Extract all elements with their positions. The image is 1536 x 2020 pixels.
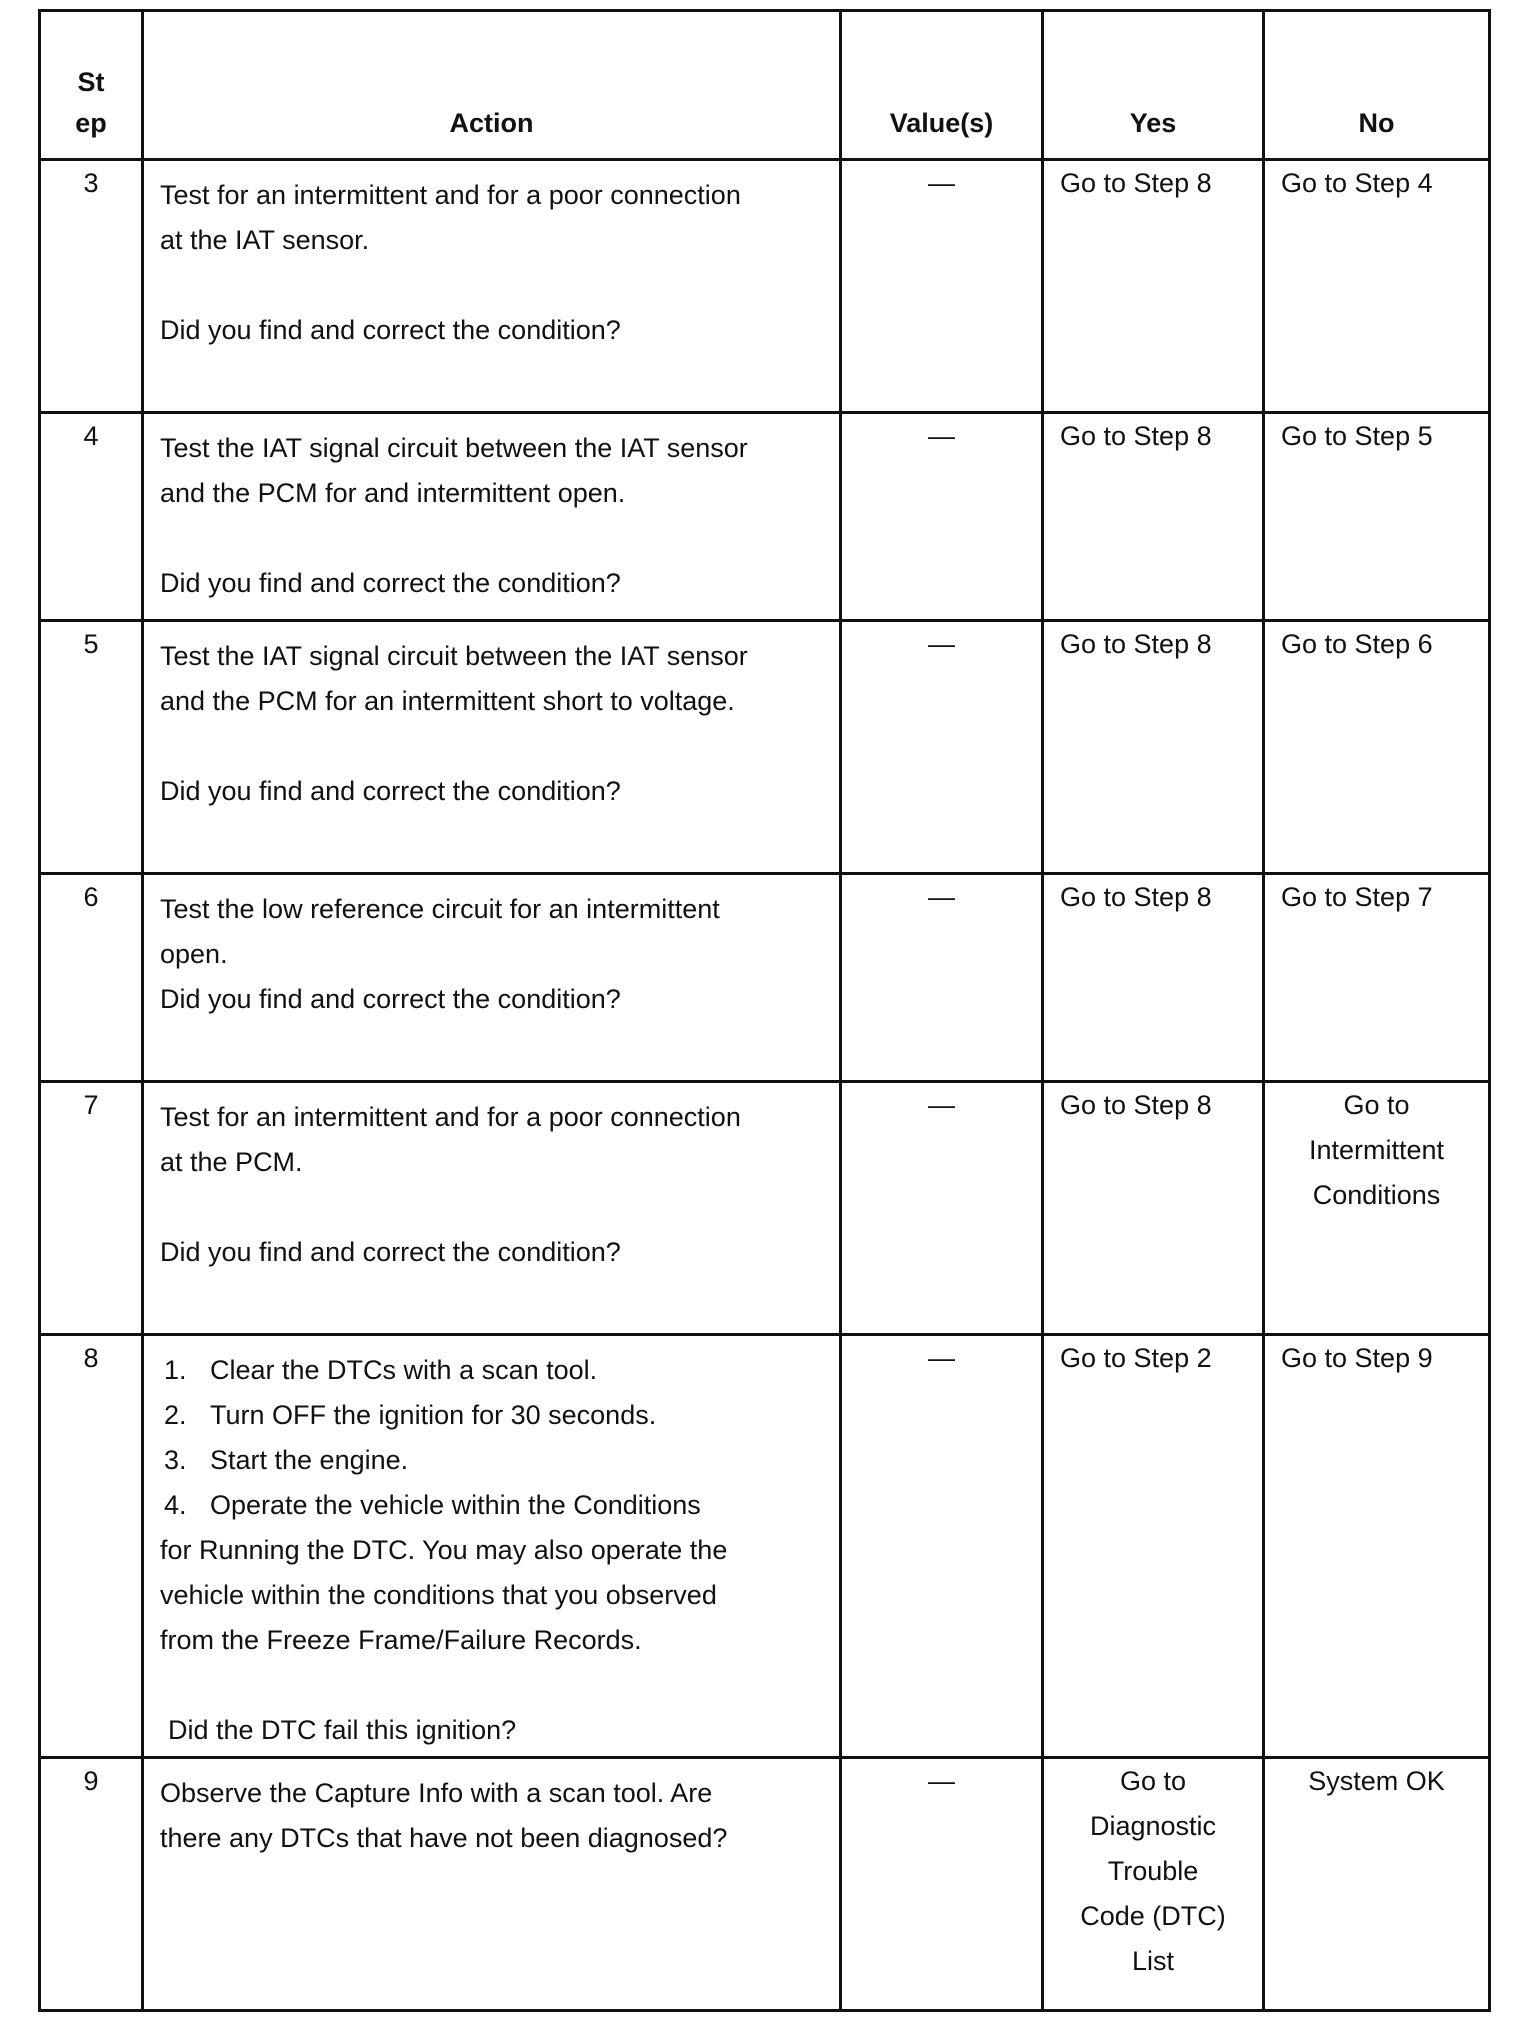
action-cell: Test the low reference circuit for an intermittent open. Did you find and correct the condition? (143, 874, 841, 1082)
yes-cell: Go to Step 2 (1043, 1335, 1264, 1758)
list-item: 1. Clear the DTCs with a scan tool. (164, 1355, 598, 1385)
yes-cell: Go to Step 8 (1043, 1082, 1264, 1335)
table-row (40, 1335, 1490, 1758)
list-item: 3. Start the engine. (164, 1445, 409, 1475)
step-number: 8 (40, 1335, 143, 1758)
question: Did you find and correct the condition? (160, 984, 621, 1014)
value-cell: — (841, 413, 1043, 621)
action-cell: 1. Clear the DTCs with a scan tool. 2. Turn OFF the ignition for 30 seconds. 3. Start the engine. 4. Operate the vehicle within the Conditions for Running the DTC. You may also operate the vehicle within the conditions that you observed from the Freeze Frame/Failure Records. Did the DTC fail this ignition? (143, 1335, 841, 1758)
no-cell: Go to Step 5 (1264, 413, 1490, 621)
yes-cell: Go to Step 8 (1043, 160, 1264, 413)
yes-cell: Go to Diagnostic Trouble Code (DTC) List (1043, 1758, 1264, 2011)
value-cell: — (841, 874, 1043, 1082)
step-number: 4 (40, 413, 143, 621)
table-row (40, 874, 1490, 1082)
action-cell: Test for an intermittent and for a poor connection at the IAT sensor. Did you find and correct the condition? (143, 160, 841, 413)
value-cell: — (841, 1335, 1043, 1758)
header-yes: Yes (1043, 11, 1264, 160)
list-item: 4. Operate the vehicle within the Conditions (164, 1490, 701, 1520)
no-cell: Go to Step 7 (1264, 874, 1490, 1082)
no-cell: Go to Step 9 (1264, 1335, 1490, 1758)
list-item: 2. Turn OFF the ignition for 30 seconds. (164, 1400, 657, 1430)
table-row (40, 1082, 1490, 1335)
question: Did you find and correct the condition? (160, 568, 621, 598)
yes-cell: Go to Step 8 (1043, 621, 1264, 874)
yes-cell: Go to Step 8 (1043, 413, 1264, 621)
value-cell: — (841, 621, 1043, 874)
yes-cell: Go to Step 8 (1043, 874, 1264, 1082)
no-cell: System OK (1264, 1758, 1490, 2011)
action-cell: Test the IAT signal circuit between the IAT sensor and the PCM for and intermittent open. Did you find and correct the condition? (143, 413, 841, 621)
step-number: 7 (40, 1082, 143, 1335)
value-cell: — (841, 1758, 1043, 2011)
question: Did the DTC fail this ignition? (168, 1715, 517, 1745)
table-row (40, 621, 1490, 874)
value-cell: — (841, 160, 1043, 413)
no-cell: Go to Step 6 (1264, 621, 1490, 874)
step-number: 3 (40, 160, 143, 413)
header-values: Value(s) (841, 11, 1043, 160)
step-number: 9 (40, 1758, 143, 2011)
question: Did you find and correct the condition? (160, 776, 621, 806)
action-cell: Observe the Capture Info with a scan tool. Are there any DTCs that have not been diagnosed? (143, 1758, 841, 2011)
header-action: Action (143, 11, 841, 160)
question: Did you find and correct the condition? (160, 315, 621, 345)
action-cell: Test the IAT signal circuit between the IAT sensor and the PCM for an intermittent short to voltage. Did you find and correct the condition? (143, 621, 841, 874)
no-cell: Go to Step 4 (1264, 160, 1490, 413)
step-number: 5 (40, 621, 143, 874)
question: Did you find and correct the condition? (160, 1237, 621, 1267)
action-cell: Test for an intermittent and for a poor connection at the PCM. Did you find and correct the condition? (143, 1082, 841, 1335)
table-row (40, 413, 1490, 621)
no-cell: Go to Intermittent Conditions (1264, 1082, 1490, 1335)
table-row (40, 1758, 1490, 2011)
diagnostic-table (38, 9, 1491, 2012)
header-no: No (1264, 11, 1490, 160)
header-row (40, 11, 1490, 160)
table-row (40, 160, 1490, 413)
step-number: 6 (40, 874, 143, 1082)
value-cell: — (841, 1082, 1043, 1335)
header-step: St ep (40, 11, 143, 160)
